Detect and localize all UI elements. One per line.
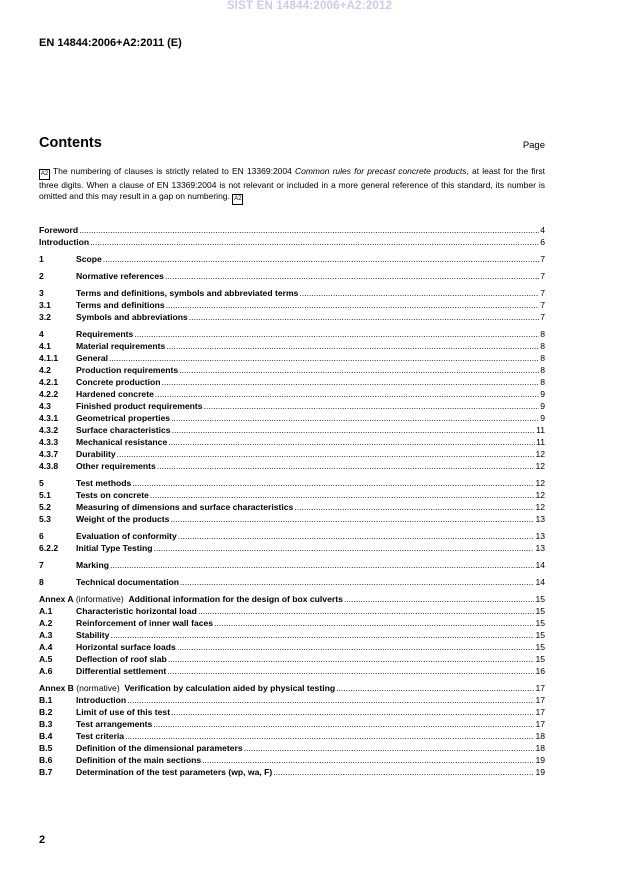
toc-entry-number: 5.3 bbox=[39, 514, 51, 524]
toc-entry-title: Terms and definitions, symbols and abbreviated terms bbox=[76, 288, 299, 298]
toc-entry[interactable] bbox=[39, 447, 545, 459]
toc-leader-dots bbox=[172, 425, 535, 435]
toc-entry-page: 11 bbox=[536, 437, 545, 447]
toc-entry[interactable] bbox=[39, 693, 545, 705]
toc-entry-title: Weight of the products bbox=[76, 514, 170, 524]
toc-entry-number: A.3 bbox=[39, 630, 53, 640]
toc-leader-dots bbox=[127, 695, 534, 705]
toc-entry-page: 12 bbox=[535, 449, 545, 459]
toc-entry-number: 4.2.2 bbox=[39, 389, 59, 399]
toc-entry-page: 17 bbox=[535, 707, 545, 717]
toc-entry[interactable] bbox=[39, 512, 545, 524]
toc-entry-title: Deflection of roof slab bbox=[76, 654, 167, 664]
toc-leader-dots bbox=[150, 490, 535, 500]
toc-entry-title: Introduction bbox=[39, 237, 90, 247]
toc-entry-page: 9 bbox=[540, 401, 545, 411]
toc-entry-number: 5.2 bbox=[39, 502, 51, 512]
toc-entry-title: Hardened concrete bbox=[76, 389, 154, 399]
toc-entry-number: A.4 bbox=[39, 642, 53, 652]
note-text-1: The numbering of clauses is strictly related to EN 13369:2004 bbox=[52, 166, 295, 176]
toc-entry-number: 4.3 bbox=[39, 401, 51, 411]
toc-entry-number: 6.2.2 bbox=[39, 543, 59, 553]
toc-entry-page: 15 bbox=[535, 606, 545, 616]
toc-leader-dots bbox=[336, 683, 534, 693]
toc-entry-number: 4.3.2 bbox=[39, 425, 59, 435]
toc-entry-title: Tests on concrete bbox=[76, 490, 149, 500]
toc-entry-title: Characteristic horizontal load bbox=[76, 606, 197, 616]
toc-entry-title: Durability bbox=[76, 449, 116, 459]
toc-entry-number: A.6 bbox=[39, 666, 53, 676]
toc-entry-page: 12 bbox=[535, 502, 545, 512]
toc-entry-number: B.7 bbox=[39, 767, 53, 777]
toc-entry-title: Technical documentation bbox=[76, 577, 179, 587]
toc-entry-number: A.1 bbox=[39, 606, 53, 616]
toc-entry-page: 8 bbox=[540, 365, 545, 375]
toc-entry[interactable] bbox=[39, 310, 545, 322]
toc-leader-dots bbox=[154, 543, 535, 553]
toc-entry-title: Reinforcement of inner wall faces bbox=[76, 618, 214, 628]
toc-entry-page: 8 bbox=[540, 341, 545, 351]
toc-leader-dots bbox=[166, 300, 540, 310]
toc-entry-title: Scope bbox=[76, 254, 102, 264]
toc-entry[interactable] bbox=[39, 327, 545, 339]
toc-entry-page: 14 bbox=[535, 577, 545, 587]
toc-entry[interactable] bbox=[39, 500, 545, 512]
toc-entry[interactable] bbox=[39, 411, 545, 423]
toc-entry-page: 7 bbox=[540, 288, 545, 298]
toc-leader-dots bbox=[202, 755, 534, 765]
toc-leader-dots bbox=[168, 654, 535, 664]
toc-entry[interactable] bbox=[39, 640, 545, 652]
toc-leader-dots bbox=[132, 478, 534, 488]
toc-entry-page: 7 bbox=[540, 300, 545, 310]
toc-entry[interactable] bbox=[39, 387, 545, 399]
toc-entry-page: 12 bbox=[535, 461, 545, 471]
toc-entry-number: 4.3.7 bbox=[39, 449, 59, 459]
toc-entry-page: 9 bbox=[540, 413, 545, 423]
numbering-note bbox=[39, 166, 545, 205]
toc-entry-title: Other requirements bbox=[76, 461, 156, 471]
toc-leader-dots bbox=[79, 225, 539, 235]
toc-entry-title: Horizontal surface loads bbox=[76, 642, 176, 652]
toc-leader-dots bbox=[214, 618, 534, 628]
page-column-header: Page bbox=[522, 140, 545, 151]
toc-entry[interactable] bbox=[39, 604, 545, 616]
toc-leader-dots bbox=[171, 413, 539, 423]
toc-entry-page: 13 bbox=[535, 514, 545, 524]
toc-entry[interactable] bbox=[39, 351, 545, 363]
toc-entry[interactable] bbox=[39, 375, 545, 387]
toc-entry-number: 4.2.1 bbox=[39, 377, 59, 387]
toc-leader-dots bbox=[165, 271, 539, 281]
toc-entry-title: Concrete production bbox=[76, 377, 161, 387]
toc-entry[interactable] bbox=[39, 616, 545, 628]
toc-entry[interactable] bbox=[39, 575, 545, 587]
toc-entry-page: 19 bbox=[535, 767, 545, 777]
toc-entry-title: Additional information for the design of box culverts bbox=[128, 594, 343, 604]
toc-entry-number: 5.1 bbox=[39, 490, 51, 500]
toc-leader-dots bbox=[189, 312, 539, 322]
toc-entry-page: 8 bbox=[540, 329, 545, 339]
toc-entry-title: General bbox=[76, 353, 109, 363]
toc-entry-number: B.1 bbox=[39, 695, 53, 705]
toc-entry-title: Surface characteristics bbox=[76, 425, 171, 435]
toc-leader-dots bbox=[179, 365, 539, 375]
toc-entry-title: Stability bbox=[76, 630, 110, 640]
toc-entry[interactable] bbox=[39, 399, 545, 411]
toc-entry[interactable] bbox=[39, 529, 545, 541]
toc-entry-number: 4.3.3 bbox=[39, 437, 59, 447]
toc-entry-page: 17 bbox=[535, 719, 545, 729]
toc-annex-label bbox=[39, 594, 343, 604]
toc-entry-title: Marking bbox=[76, 560, 109, 570]
toc-entry[interactable] bbox=[39, 592, 545, 604]
toc-leader-dots bbox=[157, 461, 535, 471]
toc-entry[interactable] bbox=[39, 223, 545, 235]
toc-entry-title: Requirements bbox=[76, 329, 134, 339]
toc-entry-page: 8 bbox=[540, 377, 545, 387]
toc-entry-page: 15 bbox=[535, 594, 545, 604]
toc-entry-number: B.6 bbox=[39, 755, 53, 765]
toc-entry-page: 9 bbox=[540, 389, 545, 399]
toc-entry-number: 1 bbox=[39, 254, 44, 264]
toc-entry-title: Geometrical properties bbox=[76, 413, 171, 423]
toc-entry-number: 4.1 bbox=[39, 341, 51, 351]
toc-entry[interactable] bbox=[39, 717, 545, 729]
toc-entry[interactable] bbox=[39, 541, 545, 553]
toc-entry-title: Evaluation of conformity bbox=[76, 531, 177, 541]
watermark: SIST EN 14844:2006+A2:2012 bbox=[226, 0, 393, 12]
toc-entry[interactable] bbox=[39, 741, 545, 753]
toc-entry[interactable] bbox=[39, 286, 545, 298]
toc-annex-status: (normative) bbox=[73, 683, 125, 693]
toc-entry-page: 13 bbox=[535, 543, 545, 553]
document-id: EN 14844:2006+A2:2011 (E) bbox=[39, 37, 182, 49]
toc-entry[interactable] bbox=[39, 681, 545, 693]
toc-entry-title: Mechanical resistance bbox=[76, 437, 168, 447]
toc-leader-dots bbox=[162, 377, 540, 387]
toc-entry-page: 14 bbox=[535, 560, 545, 570]
toc-leader-dots bbox=[155, 389, 539, 399]
toc-entry-number: 4.3.1 bbox=[39, 413, 59, 423]
toc-leader-dots bbox=[90, 237, 539, 247]
toc-entry-number: B.2 bbox=[39, 707, 53, 717]
toc-leader-dots bbox=[178, 531, 535, 541]
toc-entry[interactable] bbox=[39, 628, 545, 640]
toc-entry-title: Test criteria bbox=[76, 731, 125, 741]
toc-entry-page: 7 bbox=[540, 271, 545, 281]
toc-entry-number: A.5 bbox=[39, 654, 53, 664]
toc-entry[interactable] bbox=[39, 652, 545, 664]
toc-entry-title: Limit of use of this test bbox=[76, 707, 171, 717]
toc-entry[interactable] bbox=[39, 423, 545, 435]
toc-leader-dots bbox=[294, 502, 534, 512]
note-italic: Common rules for precast concrete products bbox=[294, 166, 467, 176]
toc-entry-number: 4.1.1 bbox=[39, 353, 59, 363]
toc-entry-page: 15 bbox=[535, 618, 545, 628]
toc-entry-number: 4.3.8 bbox=[39, 461, 59, 471]
toc-entry[interactable] bbox=[39, 269, 545, 281]
toc-entry-number: 6 bbox=[39, 531, 44, 541]
toc-entry-page: 15 bbox=[535, 630, 545, 640]
toc-leader-dots bbox=[109, 353, 539, 363]
toc-entry-page: 7 bbox=[540, 312, 545, 322]
toc-annex-id: Annex A bbox=[39, 594, 74, 604]
toc-entry-number: A.2 bbox=[39, 618, 53, 628]
toc-leader-dots bbox=[134, 329, 539, 339]
amendment-end-marker: A2 bbox=[232, 194, 243, 205]
toc-entry-page: 15 bbox=[535, 642, 545, 652]
toc-leader-dots bbox=[273, 767, 534, 777]
toc-leader-dots bbox=[171, 707, 534, 717]
toc-entry-number: 3.2 bbox=[39, 312, 51, 322]
toc-entry-page: 4 bbox=[540, 225, 545, 235]
toc-entry-page: 17 bbox=[535, 683, 545, 693]
toc-leader-dots bbox=[299, 288, 539, 298]
toc-entry-page: 12 bbox=[535, 490, 545, 500]
toc-entry-title: Symbols and abbreviations bbox=[76, 312, 188, 322]
toc-annex-status: (informative) bbox=[73, 594, 129, 604]
toc-entry[interactable] bbox=[39, 235, 545, 247]
toc-entry-title: Definition of the main sections bbox=[76, 755, 202, 765]
toc-entry-number: B.3 bbox=[39, 719, 53, 729]
toc-entry-title: Test arrangements bbox=[76, 719, 153, 729]
toc-leader-dots bbox=[177, 642, 535, 652]
toc-entry-title: Initial Type Testing bbox=[76, 543, 153, 553]
toc-entry-number: 3.1 bbox=[39, 300, 51, 310]
toc-entry-page: 11 bbox=[536, 425, 545, 435]
toc-entry[interactable] bbox=[39, 765, 545, 777]
toc-entry-title: Determination of the test parameters (wp, wa, F) bbox=[76, 767, 273, 777]
toc-entry-title: Material requirements bbox=[76, 341, 166, 351]
toc-entry-number: 4.2 bbox=[39, 365, 51, 375]
toc-leader-dots bbox=[244, 743, 535, 753]
table-of-contents bbox=[39, 223, 545, 777]
toc-entry[interactable] bbox=[39, 363, 545, 375]
toc-entry-number: 4 bbox=[39, 329, 44, 339]
toc-entry-title: Finished product requirements bbox=[76, 401, 203, 411]
note-text-2: , at least for the first three digits. When a clause of EN 13369:2004 is not relevant or included in a more general reference of this standard, its number is omitted and this may result in a gap on numbering. bbox=[39, 166, 545, 201]
toc-entry-title: Terms and definitions bbox=[76, 300, 165, 310]
toc-entry-page: 17 bbox=[535, 695, 545, 705]
toc-entry-page: 18 bbox=[535, 731, 545, 741]
toc-entry-page: 18 bbox=[535, 743, 545, 753]
page-number: 2 bbox=[39, 834, 46, 846]
toc-entry-page: 12 bbox=[535, 478, 545, 488]
toc-annex-label bbox=[39, 683, 335, 693]
toc-leader-dots bbox=[110, 560, 534, 570]
toc-leader-dots bbox=[125, 731, 534, 741]
toc-annex-id: Annex B bbox=[39, 683, 74, 693]
toc-leader-dots bbox=[103, 254, 539, 264]
toc-entry[interactable] bbox=[39, 459, 545, 471]
toc-entry-title: Differential settlement bbox=[76, 666, 167, 676]
toc-entry[interactable] bbox=[39, 664, 545, 676]
toc-leader-dots bbox=[168, 437, 535, 447]
toc-entry[interactable] bbox=[39, 729, 545, 741]
toc-leader-dots bbox=[170, 514, 534, 524]
amendment-start-marker: A2 bbox=[39, 169, 50, 180]
toc-entry-number: 5 bbox=[39, 478, 44, 488]
toc-entry[interactable] bbox=[39, 298, 545, 310]
toc-entry[interactable] bbox=[39, 339, 545, 351]
toc-entry[interactable] bbox=[39, 558, 545, 570]
toc-entry-title: Test methods bbox=[76, 478, 132, 488]
toc-entry-page: 13 bbox=[535, 531, 545, 541]
toc-entry-page: 19 bbox=[535, 755, 545, 765]
toc-entry-title: Introduction bbox=[76, 695, 127, 705]
toc-entry-page: 15 bbox=[535, 654, 545, 664]
toc-entry[interactable] bbox=[39, 753, 545, 765]
toc-entry-page: 16 bbox=[535, 666, 545, 676]
toc-entry-number: 3 bbox=[39, 288, 44, 298]
toc-entry[interactable] bbox=[39, 705, 545, 717]
toc-entry-title: Normative references bbox=[76, 271, 164, 281]
toc-entry-page: 6 bbox=[540, 237, 545, 247]
toc-leader-dots bbox=[180, 577, 534, 587]
toc-entry[interactable] bbox=[39, 252, 545, 264]
toc-entry[interactable] bbox=[39, 488, 545, 500]
toc-leader-dots bbox=[110, 630, 534, 640]
toc-entry-title: Measuring of dimensions and surface characteristics bbox=[76, 502, 294, 512]
toc-entry-page: 7 bbox=[540, 254, 545, 264]
toc-entry-title: Definition of the dimensional parameters bbox=[76, 743, 243, 753]
toc-entry[interactable] bbox=[39, 435, 545, 447]
toc-entry-title: Foreword bbox=[39, 225, 79, 235]
toc-entry-number: B.5 bbox=[39, 743, 53, 753]
toc-entry-number: 7 bbox=[39, 560, 44, 570]
toc-leader-dots bbox=[198, 606, 535, 616]
toc-entry-page: 8 bbox=[540, 353, 545, 363]
toc-entry-number: 8 bbox=[39, 577, 44, 587]
toc-leader-dots bbox=[117, 449, 535, 459]
toc-leader-dots bbox=[153, 719, 534, 729]
toc-leader-dots bbox=[344, 594, 535, 604]
toc-leader-dots bbox=[166, 341, 539, 351]
toc-entry-number: B.4 bbox=[39, 731, 53, 741]
toc-entry[interactable] bbox=[39, 476, 545, 488]
toc-leader-dots bbox=[204, 401, 540, 411]
toc-leader-dots bbox=[167, 666, 534, 676]
toc-entry-number: 2 bbox=[39, 271, 44, 281]
toc-entry-title: Verification by calculation aided by physical testing bbox=[124, 683, 336, 693]
page-title: Contents bbox=[39, 135, 102, 151]
toc-entry-title: Production requirements bbox=[76, 365, 179, 375]
